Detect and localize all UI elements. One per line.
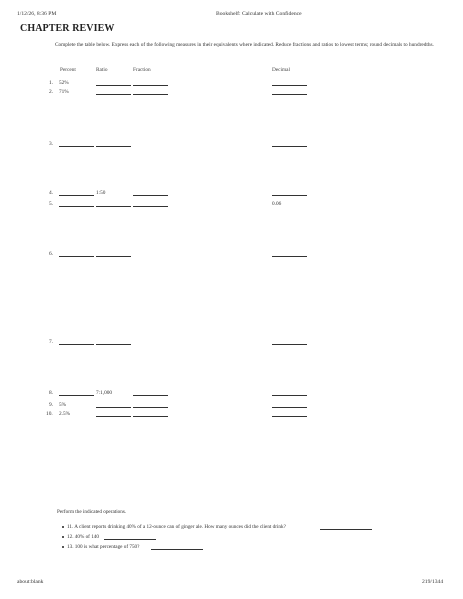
decimal-answer-line	[272, 85, 307, 86]
fraction-answer-line	[133, 94, 168, 95]
row-percent: 71%	[59, 89, 69, 95]
print-page-number: 219/1344	[422, 579, 444, 585]
fraction-answer-line	[133, 407, 168, 408]
ratio-answer-line	[96, 146, 131, 147]
row-ratio: 1:50	[96, 190, 106, 196]
percent-answer-line	[59, 395, 94, 396]
ratio-answer-line	[96, 407, 131, 408]
row-number: 7.	[49, 339, 54, 345]
row-number: 1.	[49, 80, 54, 86]
row-number: 8.	[49, 390, 54, 396]
row-number: 9.	[49, 402, 54, 408]
decimal-answer-line	[272, 395, 307, 396]
header-percent: Percent	[60, 67, 76, 73]
row-percent: 5%	[59, 402, 67, 408]
row-number: 4.	[49, 190, 54, 196]
operation-answer-line	[151, 549, 203, 550]
operation-item: 12. 40% of 140	[67, 534, 99, 540]
percent-answer-line	[59, 256, 94, 257]
chapter-title: CHAPTER REVIEW	[20, 23, 115, 34]
decimal-answer-line	[272, 416, 307, 417]
fraction-answer-line	[133, 85, 168, 86]
operation-item: 13. 100 is what percentage of 750?	[67, 544, 140, 550]
decimal-answer-line	[272, 344, 307, 345]
ratio-answer-line	[96, 206, 131, 207]
row-number: 2.	[49, 89, 54, 95]
operations-heading: Perform the indicated operations.	[57, 509, 127, 515]
percent-answer-line	[59, 344, 94, 345]
row-number: 3.	[49, 141, 54, 147]
row-decimal: 0.06	[272, 201, 282, 207]
print-url: about:blank	[17, 579, 44, 585]
fraction-answer-line	[133, 195, 168, 196]
operation-answer-line	[104, 539, 156, 540]
row-number: 5.	[49, 201, 54, 207]
decimal-answer-line	[272, 407, 307, 408]
decimal-answer-line	[272, 195, 307, 196]
ratio-answer-line	[96, 85, 131, 86]
percent-answer-line	[59, 146, 94, 147]
bullet-icon	[62, 526, 64, 528]
chapter-instructions: Complete the table below. Express each of the following measures in their equivalents where indicated. Reduce fractions and ratios to lowest terms; round decimals to hundredths.	[55, 42, 434, 48]
bullet-icon	[62, 536, 64, 538]
decimal-answer-line	[272, 94, 307, 95]
fraction-answer-line	[133, 416, 168, 417]
ratio-answer-line	[96, 416, 131, 417]
row-percent: 52%	[59, 80, 69, 86]
fraction-answer-line	[133, 206, 168, 207]
print-datetime: 1/12/26, 8:36 PM	[17, 11, 57, 17]
row-number: 6.	[49, 251, 54, 257]
percent-answer-line	[59, 195, 94, 196]
print-page-title: Bookshelf: Calculate with Confidence	[216, 11, 302, 17]
percent-answer-line	[59, 206, 94, 207]
fraction-answer-line	[133, 395, 168, 396]
row-number: 10.	[46, 411, 53, 417]
header-decimal: Decimal	[272, 67, 290, 73]
decimal-answer-line	[272, 256, 307, 257]
header-ratio: Ratio	[96, 67, 108, 73]
header-fraction: Fraction	[133, 67, 151, 73]
ratio-answer-line	[96, 256, 131, 257]
bullet-icon	[62, 546, 64, 548]
row-ratio: 7:1,000	[96, 390, 113, 396]
decimal-answer-line	[272, 146, 307, 147]
ratio-answer-line	[96, 94, 131, 95]
operation-item: 11. A client reports drinking 40% of a 12-ounce can of ginger ale. How many ounces did the client drink?	[67, 524, 286, 530]
ratio-answer-line	[96, 344, 131, 345]
row-percent: 2.5%	[59, 411, 71, 417]
operation-answer-line	[320, 529, 372, 530]
